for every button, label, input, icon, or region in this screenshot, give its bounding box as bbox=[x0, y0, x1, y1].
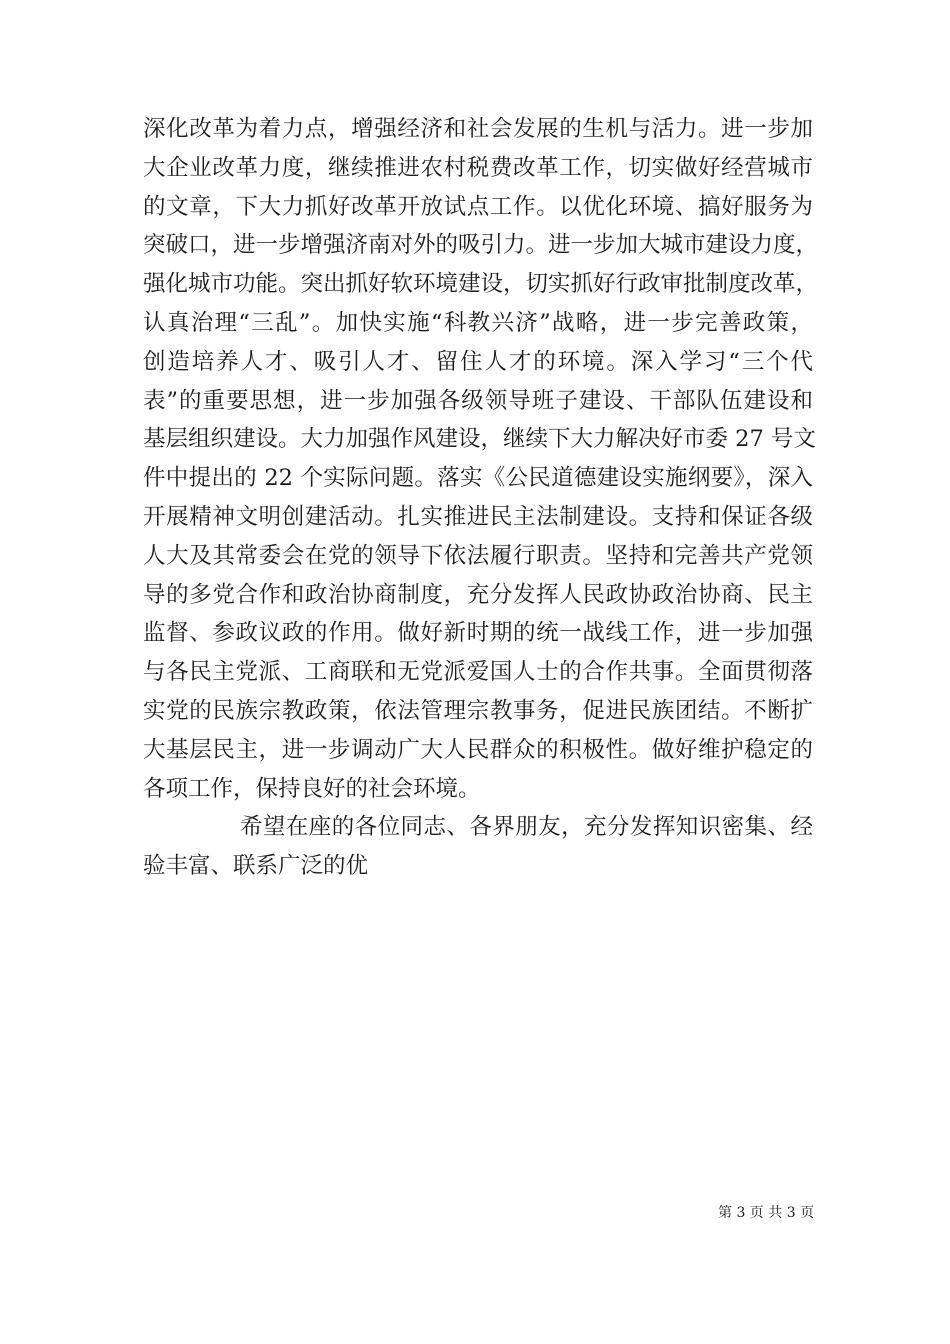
text-line: 表”的重要思想，进一步加强各级领导班子建设、干部队伍建设和 bbox=[143, 387, 813, 414]
text-line: 强化城市功能。突出抓好软环境建设，切实抓好行政审批制度改革， bbox=[143, 271, 819, 298]
text-line: 突破口，进一步增强济南对外的吸引力。进一步加大城市建设力度， bbox=[143, 232, 819, 259]
text-line: 人大及其常委会在党的领导下依法履行职责。坚持和完善共产党领 bbox=[143, 542, 813, 569]
text-line: 验丰富、联系广泛的优 bbox=[143, 853, 369, 880]
paragraph-1 bbox=[143, 110, 819, 808]
text-line: 各项工作，保持良好的社会环境。 bbox=[143, 775, 481, 802]
text-line: 基层组织建设。大力加强作风建设，继续下大力解决好市委 27 号文 bbox=[143, 426, 816, 453]
text-line: 的文章，下大力抓好改革开放试点工作。以优化环境、搞好服务为 bbox=[143, 193, 813, 220]
text-line: 大企业改革力度，继续推进农村税费改革工作，切实做好经营城市 bbox=[143, 154, 813, 181]
text-line: 实党的民族宗教政策，依法管理宗教事务，促进民族团结。不断扩 bbox=[143, 697, 813, 724]
text-line: 与各民主党派、工商联和无党派爱国人士的合作共事。全面贯彻落 bbox=[143, 659, 813, 686]
text-line: 导的多党合作和政治协商制度，充分发挥人民政协政治协商、民主 bbox=[143, 581, 813, 608]
text-line: 深化改革为着力点，增强经济和社会发展的生机与活力。进一步加 bbox=[143, 116, 813, 142]
text-line: 开展精神文明创建活动。扎实推进民主法制建设。支持和保证各级 bbox=[143, 503, 813, 530]
text-line: 监督、参政议政的作用。做好新时期的统一战线工作，进一步加强 bbox=[143, 620, 813, 647]
page-number-footer: 第 3 页 共 3 页 bbox=[718, 1205, 815, 1221]
text-line: 创造培养人才、吸引人才、留住人才的环境。深入学习“三个代 bbox=[143, 348, 813, 375]
paragraph-2 bbox=[143, 808, 813, 886]
text-line: 件中提出的 22 个实际问题。落实《公民道德建设实施纲要》，深入 bbox=[143, 465, 813, 492]
text-line: 希望在座的各位同志、各界朋友，充分发挥知识密集、经 bbox=[240, 814, 813, 841]
text-line: 大基层民主，进一步调动广大人民群众的积极性。做好维护稳定的 bbox=[143, 736, 813, 763]
body-text bbox=[143, 110, 819, 886]
text-line: 认真治理“三乱”。加快实施“科教兴济”战略，进一步完善政策， bbox=[143, 309, 813, 336]
